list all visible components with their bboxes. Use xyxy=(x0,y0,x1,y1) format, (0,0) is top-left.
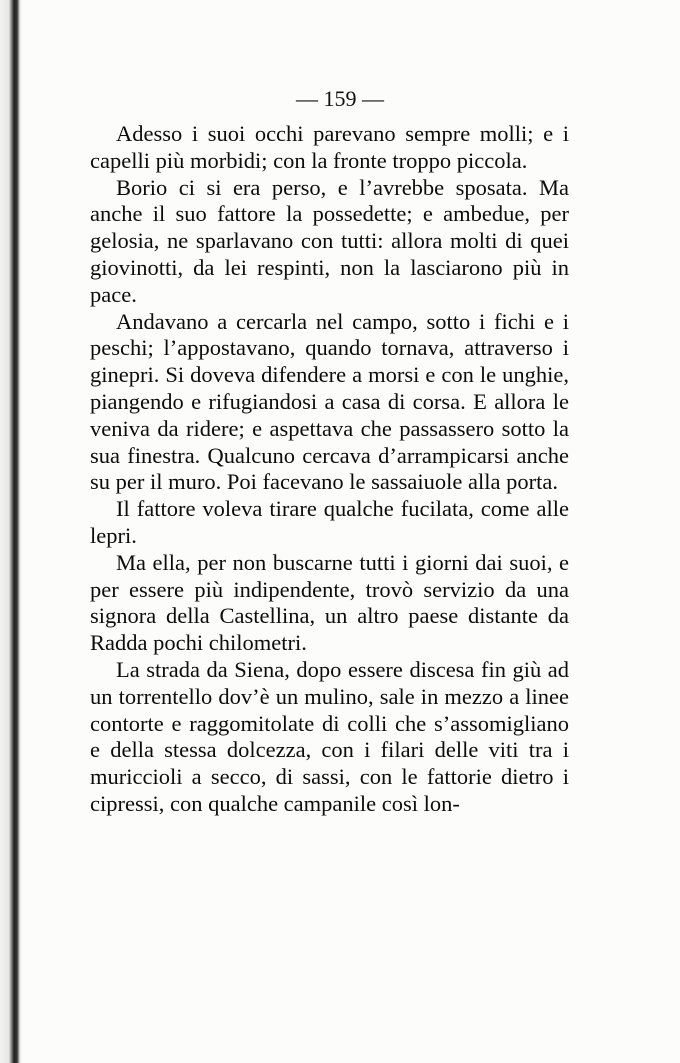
body-text xyxy=(90,121,569,818)
page-number: — 159 — xyxy=(296,86,384,111)
paragraph: Adesso i suoi occhi parevano sempre molli; e i capelli più morbidi; con la fronte troppo piccola. xyxy=(90,121,569,173)
paragraph: Il fattore voleva tirare qualche fucilata, come alle lepri. xyxy=(90,496,569,548)
paragraph: La strada da Siena, dopo essere discesa fin giù ad un torrentello dov’è un mulino, sale in mezzo a linee contorte e raggomitolate di colli che s’assomigliano e della stessa dolcezza, con i filari delle viti tra i muriccioli a secco, di sassi, con le fattorie dietro i cipressi, con qualche campanile così lon- xyxy=(90,656,569,816)
paragraph: Borio ci si era perso, e l’avrebbe sposata. Ma anche il suo fattore la possedette; e ambedue, per gelosia, ne sparlavano con tutti: allora molti di quei giovinotti, da lei respinti, non la lasciarono più in pace. xyxy=(90,174,569,307)
paragraph: Ma ella, per non buscarne tutti i giorni dai suoi, e per essere più indipendente, trovò servizio da una signora della Castellina, un altro paese distante da Radda pochi chilometri. xyxy=(90,549,569,656)
paragraph: Andavano a cercarla nel campo, sotto i fichi e i peschi; l’appostavano, quando tornava, attraverso i ginepri. Si doveva difendere a morsi e con le unghie, piangendo e rifugiandosi a casa di corsa. E allora le veniva da ridere; e aspettava che passassero sotto la sua finestra. Qualcuno cercava d’arrampicarsi anche su per il muro. Poi facevano le sassaiuole alla porta. xyxy=(90,308,569,495)
binding-edge xyxy=(0,0,22,1063)
